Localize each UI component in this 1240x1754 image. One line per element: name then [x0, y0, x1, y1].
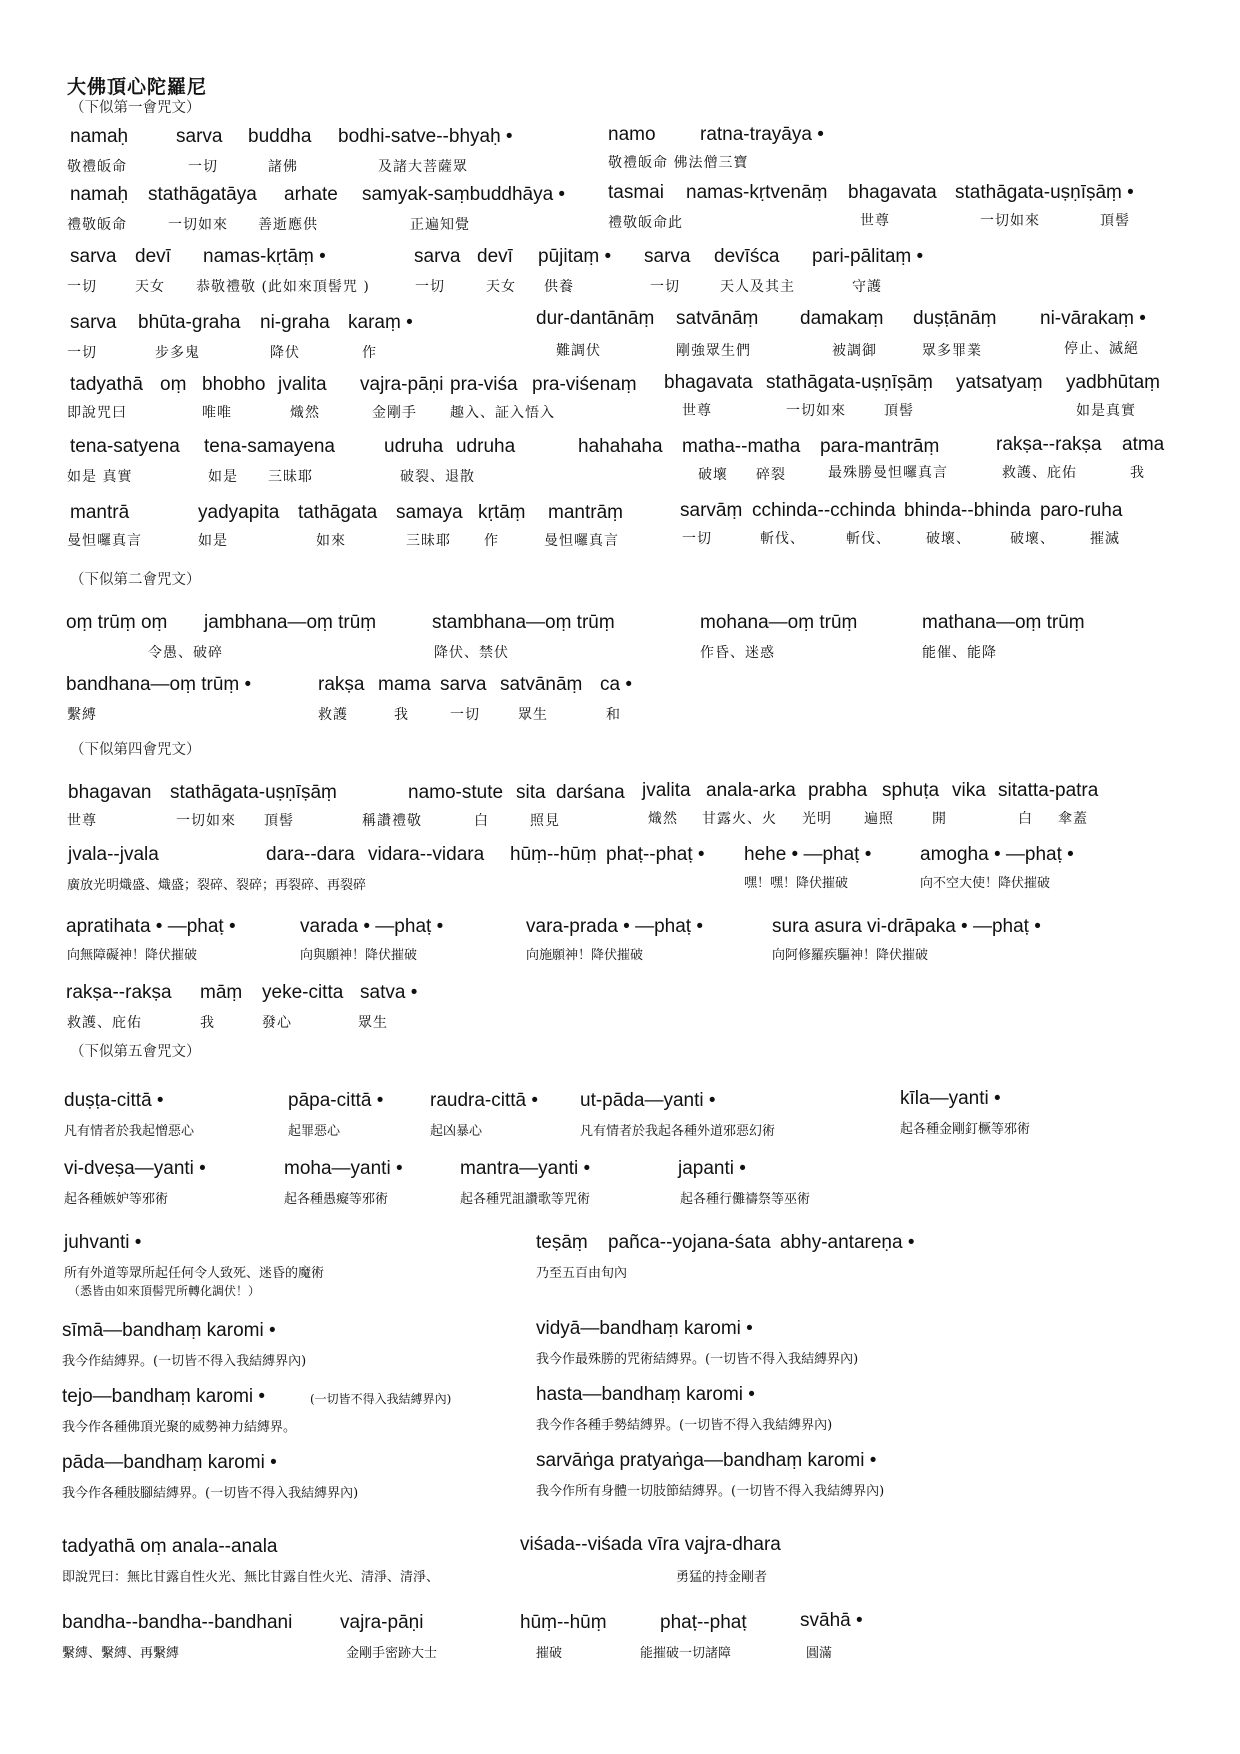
- sanskrit-word: pra-viśenaṃ: [532, 374, 637, 395]
- document-title: 大佛頂心陀羅尼: [67, 76, 208, 98]
- sanskrit-word: stathāgata-uṣṇīṣāṃ: [766, 372, 933, 393]
- sanskrit-word: rakṣa: [318, 674, 365, 695]
- bracket-note: (一切皆不得入我結縛界內): [310, 1392, 452, 1406]
- chinese-gloss: 熾然: [290, 405, 320, 421]
- chinese-gloss: 起各種嫉妒等邪術: [64, 1192, 169, 1207]
- sanskrit-word: ca •: [600, 674, 632, 695]
- chinese-gloss: 白: [1018, 811, 1033, 827]
- sanskrit-word: devī: [477, 246, 513, 267]
- chinese-gloss: 天人及其主: [720, 279, 795, 295]
- sanskrit-word: mohana—oṃ trūṃ: [700, 612, 858, 633]
- chinese-gloss: 及諸大菩薩眾: [378, 159, 468, 175]
- sanskrit-word: kṛtāṃ: [478, 502, 526, 523]
- sanskrit-word: bodhi-satve--bhyaḥ •: [338, 126, 513, 147]
- chinese-gloss: 我: [200, 1015, 215, 1031]
- sanskrit-word: sarvāṃ: [680, 500, 743, 521]
- sanskrit-word: pāpa-cittā •: [288, 1090, 384, 1111]
- chinese-gloss: 世尊: [67, 813, 97, 829]
- sanskrit-word: tena-samayena: [204, 436, 335, 457]
- section-heading-4: （下似第四會咒文）: [70, 742, 201, 758]
- sanskrit-word: tasmai: [608, 182, 664, 203]
- chinese-gloss: 恭敬禮敬 (此如來頂髻咒 ): [196, 279, 370, 295]
- sanskrit-word: pañca--yojana-śata: [608, 1232, 771, 1253]
- sanskrit-word: sarva: [176, 126, 223, 147]
- chinese-gloss: 世尊: [682, 403, 712, 419]
- chinese-gloss: 一切: [67, 345, 97, 361]
- chinese-gloss: 如是: [208, 469, 238, 485]
- sanskrit-word: buddha: [248, 126, 312, 147]
- chinese-gloss: 諸佛: [268, 159, 298, 175]
- chinese-gloss: 如是: [198, 533, 228, 549]
- sanskrit-word: phaṭ--phaṭ •: [606, 844, 705, 865]
- sanskrit-word: devīśca: [714, 246, 780, 267]
- sanskrit-word: karaṃ •: [348, 312, 413, 333]
- sanskrit-word: prabha: [808, 780, 868, 801]
- chinese-gloss: 向施願神！降伏摧破: [526, 948, 644, 963]
- sanskrit-word: dur-dantānāṃ: [536, 308, 655, 329]
- chinese-gloss: 最殊勝曼怛囉真言: [828, 465, 948, 481]
- sanskrit-word: sarva: [70, 312, 117, 333]
- chinese-gloss: 供養: [544, 279, 574, 295]
- chinese-gloss: 斬伐、: [846, 531, 891, 547]
- chinese-gloss: 停止、滅絕: [1064, 341, 1139, 357]
- sanskrit-word: vika: [952, 780, 986, 801]
- chinese-gloss: 開: [932, 811, 947, 827]
- chinese-gloss: 頂髻: [264, 813, 294, 829]
- sanskrit-word: yatsatyaṃ: [956, 372, 1043, 393]
- sanskrit-word: stathāgata-uṣṇīṣāṃ •: [955, 182, 1134, 203]
- sanskrit-word: viśada--viśada vīra vajra-dhara: [520, 1534, 781, 1555]
- sanskrit-word: vi-dveṣa—yanti •: [64, 1158, 206, 1179]
- sanskrit-word: māṃ: [200, 982, 243, 1003]
- sanskrit-word: tadyathā: [70, 374, 143, 395]
- sanskrit-word: sīmā—bandhaṃ karomi •: [62, 1320, 276, 1341]
- chinese-gloss: 起各種行儺禱祭等巫術: [680, 1192, 811, 1207]
- sanskrit-word: bhagavata: [848, 182, 937, 203]
- sanskrit-word: para-mantrāṃ: [820, 436, 940, 457]
- sanskrit-word: duṣṭānāṃ: [913, 308, 997, 329]
- chinese-gloss: 眾生: [518, 707, 548, 723]
- chinese-gloss: 破壞、: [926, 531, 971, 547]
- sanskrit-word: abhy-antareṇa •: [780, 1232, 915, 1253]
- chinese-gloss: 我今作各種肢腳結縛界。(一切皆不得入我結縛界內): [62, 1486, 359, 1501]
- chinese-gloss: 作: [484, 533, 499, 549]
- chinese-gloss: 起各種金剛釘橛等邪術: [900, 1122, 1031, 1137]
- chinese-gloss: 一切如來: [786, 403, 846, 419]
- chinese-gloss: 能催、能降: [922, 645, 997, 661]
- sanskrit-word: matha--matha: [682, 436, 801, 457]
- sanskrit-word: dara--dara: [266, 844, 355, 865]
- chinese-gloss: 一切: [67, 279, 97, 295]
- chinese-gloss: 一切: [650, 279, 680, 295]
- chinese-gloss: 頂髻: [1100, 213, 1130, 229]
- chinese-gloss: 碎裂: [756, 467, 786, 483]
- chinese-gloss: 凡有情者於我起各種外道邪惡幻術: [580, 1124, 776, 1139]
- chinese-gloss: 所有外道等眾所起任何令人致死、迷昏的魔術: [64, 1266, 325, 1281]
- sanskrit-word: bhagavan: [68, 782, 152, 803]
- sanskrit-word: bhagavata: [664, 372, 753, 393]
- sanskrit-word: rakṣa--rakṣa: [66, 982, 172, 1003]
- sanskrit-word: hūṃ--hūṃ: [510, 844, 597, 865]
- chinese-gloss: 起各種愚癡等邪術: [284, 1192, 389, 1207]
- chinese-gloss: 眾生: [358, 1015, 388, 1031]
- chinese-gloss: 曼怛囉真言: [67, 533, 142, 549]
- sanskrit-word: pari-pālitaṃ •: [812, 246, 924, 267]
- sanskrit-word: arhate: [284, 184, 338, 205]
- sanskrit-word: stathāgata-uṣṇīṣāṃ: [170, 782, 337, 803]
- chinese-gloss: 摧滅: [1090, 531, 1120, 547]
- chinese-gloss: 步多鬼: [155, 345, 200, 361]
- sanskrit-word: yeke-citta: [262, 982, 344, 1003]
- chinese-gloss: 嘿！嘿！降伏摧破: [744, 876, 849, 891]
- chinese-gloss: 圓滿: [806, 1646, 833, 1661]
- chinese-gloss: 繫縛、繫縛、再繫縛: [62, 1646, 180, 1661]
- sanskrit-word: tathāgata: [298, 502, 378, 523]
- chinese-gloss: 三昧耶: [406, 533, 451, 549]
- chinese-gloss: 我今作最殊勝的咒術結縛界。(一切皆不得入我結縛界內): [536, 1352, 859, 1367]
- sanskrit-word: hahahaha: [578, 436, 663, 457]
- sanskrit-word: oṃ trūṃ oṃ: [66, 612, 168, 633]
- chinese-gloss: 天女: [135, 279, 165, 295]
- sanskrit-word: namas-kṛtāṃ •: [203, 246, 326, 267]
- sanskrit-word: ratna-trayāya •: [700, 124, 824, 145]
- sanskrit-word: raudra-cittā •: [430, 1090, 539, 1111]
- sanskrit-word: mama: [378, 674, 431, 695]
- chinese-gloss: 勇猛的持金剛者: [676, 1570, 768, 1585]
- sanskrit-word: duṣṭa-cittā •: [64, 1090, 164, 1111]
- chinese-gloss: 我今作各種手勢結縛界。(一切皆不得入我結縛界內): [536, 1418, 833, 1433]
- chinese-gloss: 被調御: [832, 343, 877, 359]
- sanskrit-word: jvala--jvala: [68, 844, 159, 865]
- sanskrit-word: hūṃ--hūṃ: [520, 1612, 607, 1633]
- sanskrit-word: moha—yanti •: [284, 1158, 403, 1179]
- sanskrit-word: sita: [516, 782, 546, 803]
- sanskrit-word: atma: [1122, 434, 1165, 455]
- chinese-gloss: 眾多罪業: [922, 343, 982, 359]
- sanskrit-word: rakṣa--rakṣa: [996, 434, 1102, 455]
- chinese-gloss: 趣入、証入悟入: [450, 405, 555, 421]
- sanskrit-word: cchinda--cchinda: [752, 500, 896, 521]
- chinese-gloss: 我: [1130, 465, 1145, 481]
- section-heading-1: （下似第一會咒文）: [70, 100, 201, 116]
- chinese-gloss: 一切: [188, 159, 218, 175]
- chinese-gloss: 救護、庇佑: [1002, 465, 1077, 481]
- chinese-gloss: 救護: [318, 707, 348, 723]
- sanskrit-word: yadyapita: [198, 502, 280, 523]
- sanskrit-word: jvalita: [278, 374, 327, 395]
- sanskrit-word: oṃ: [160, 374, 187, 395]
- sanskrit-word: vidara--vidara: [368, 844, 485, 865]
- sanskrit-word: bhinda--bhinda: [904, 500, 1031, 521]
- chinese-gloss: 天女: [486, 279, 516, 295]
- sanskrit-word: sarva: [440, 674, 487, 695]
- chinese-gloss: 即說咒曰：無比甘露自性火光、無比甘露自性火光、清淨、清淨、: [62, 1570, 440, 1585]
- sanskrit-word: pra-viśa: [450, 374, 518, 395]
- chinese-gloss: 傘蓋: [1058, 811, 1088, 827]
- chinese-gloss: 我今作結縛界。(一切皆不得入我結縛界內): [62, 1354, 307, 1369]
- sanskrit-word: sarva: [414, 246, 461, 267]
- chinese-gloss: 金剛手密跡大士: [346, 1646, 438, 1661]
- sanskrit-word: satva •: [360, 982, 418, 1003]
- chinese-gloss: 和: [606, 707, 621, 723]
- chinese-gloss: 摧破: [536, 1646, 563, 1661]
- chinese-gloss: 白: [474, 813, 489, 829]
- chinese-gloss: 光明: [802, 811, 832, 827]
- chinese-gloss: 破壞、: [1010, 531, 1055, 547]
- sanskrit-word: bhobho: [202, 374, 266, 395]
- chinese-gloss: 如是真實: [1076, 403, 1136, 419]
- sanskrit-word: pāda—bandhaṃ karomi •: [62, 1452, 277, 1473]
- section-heading-5: （下似第五會咒文）: [70, 1044, 201, 1060]
- sanskrit-word: sarvāṅga pratyaṅga—bandhaṃ karomi •: [536, 1450, 877, 1471]
- chinese-gloss: 令愚、破碎: [148, 645, 223, 661]
- section-heading-2: （下似第二會咒文）: [70, 572, 201, 588]
- sanskrit-word: bandhana—oṃ trūṃ •: [66, 674, 252, 695]
- sanskrit-word: sphuṭa: [882, 780, 940, 801]
- sanskrit-word: satvānāṃ: [676, 308, 759, 329]
- chinese-gloss: 向不空大使！降伏摧破: [920, 876, 1051, 891]
- sanskrit-word: namas-kṛtvenāṃ: [686, 182, 828, 203]
- chinese-gloss: 起各種咒詛讚歌等咒術: [460, 1192, 591, 1207]
- sanskrit-word: amogha • —phaṭ •: [920, 844, 1074, 865]
- sanskrit-word: devī: [135, 246, 171, 267]
- sanskrit-word: pūjitaṃ •: [538, 246, 612, 267]
- sanskrit-word: sarva: [70, 246, 117, 267]
- chinese-gloss: 熾然: [648, 811, 678, 827]
- sanskrit-word: mantra—yanti •: [460, 1158, 591, 1179]
- chinese-gloss: 守護: [852, 279, 882, 295]
- sanskrit-word: vajra-pāṇi: [360, 374, 444, 395]
- chinese-gloss: 一切: [450, 707, 480, 723]
- sanskrit-word: namo: [608, 124, 656, 145]
- sanskrit-word: tejo—bandhaṃ karomi •: [62, 1386, 266, 1407]
- sanskrit-word: teṣāṃ: [536, 1232, 588, 1253]
- chinese-gloss: 我今作所有身體一切肢節結縛界。(一切皆不得入我結縛界內): [536, 1484, 885, 1499]
- sanskrit-word: anala-arka: [706, 780, 796, 801]
- chinese-gloss: 三昧耶: [268, 469, 313, 485]
- sanskrit-word: ni-vārakaṃ •: [1040, 308, 1146, 329]
- sanskrit-word: vajra-pāṇi: [340, 1612, 424, 1633]
- sanskrit-word: jvalita: [642, 780, 691, 801]
- chinese-gloss: 世尊: [860, 213, 890, 229]
- sanskrit-word: apratihata • —phaṭ •: [66, 916, 236, 937]
- chinese-gloss: 難調伏: [556, 343, 601, 359]
- chinese-gloss: 向阿修羅疾驅神！降伏摧破: [772, 948, 929, 963]
- chinese-gloss: 起罪惡心: [288, 1124, 341, 1139]
- chinese-gloss: 金剛手: [372, 405, 417, 421]
- chinese-gloss: 凡有情者於我起憎惡心: [64, 1124, 195, 1139]
- chinese-gloss: 唯唯: [202, 405, 232, 421]
- sanskrit-word: namaḥ: [70, 126, 129, 147]
- sanskrit-word: japanti •: [678, 1158, 746, 1179]
- chinese-gloss: 向無障礙神！降伏摧破: [67, 948, 198, 963]
- chinese-gloss: 禮敬皈命: [67, 217, 127, 233]
- sanskrit-word: namo-stute: [408, 782, 504, 803]
- chinese-gloss: 一切: [682, 531, 712, 547]
- chinese-gloss: 一切: [415, 279, 445, 295]
- chinese-gloss: 我今作各種佛頂光聚的威勢神力結縛界。: [62, 1420, 297, 1435]
- sanskrit-word: sura asura vi-drāpaka • —phaṭ •: [772, 916, 1041, 937]
- chinese-gloss: 曼怛囉真言: [544, 533, 619, 549]
- chinese-gloss: 照見: [530, 813, 560, 829]
- sanskrit-word: juhvanti •: [64, 1232, 142, 1253]
- sanskrit-word: samaya: [396, 502, 463, 523]
- chinese-gloss: 稱讚禮敬: [362, 813, 422, 829]
- sanskrit-word: jambhana—oṃ trūṃ: [204, 612, 377, 633]
- sanskrit-word: satvānāṃ: [500, 674, 583, 695]
- chinese-gloss: 敬禮皈命 佛法僧三寶: [608, 155, 749, 171]
- chinese-gloss: 破壞: [698, 467, 728, 483]
- sanskrit-word: udruha: [384, 436, 444, 457]
- sanskrit-word: hasta—bandhaṃ karomi •: [536, 1384, 755, 1405]
- chinese-gloss: 如是 真實: [67, 469, 133, 485]
- sanskrit-word: mantrā: [70, 502, 130, 523]
- sanskrit-word: vidyā—bandhaṃ karomi •: [536, 1318, 753, 1339]
- chinese-gloss: 向與願神！降伏摧破: [300, 948, 418, 963]
- sanskrit-word: namaḥ: [70, 184, 129, 205]
- sanskrit-word: vara-prada • —phaṭ •: [526, 916, 704, 937]
- sanskrit-word: udruha: [456, 436, 516, 457]
- sanskrit-word: yadbhūtaṃ: [1066, 372, 1161, 393]
- chinese-gloss: 降伏: [270, 345, 300, 361]
- chinese-gloss: 頂髻: [884, 403, 914, 419]
- sanskrit-word: stathāgatāya: [148, 184, 257, 205]
- sanskrit-word: phaṭ--phaṭ: [660, 1612, 747, 1633]
- chinese-gloss: 即說咒曰: [67, 405, 127, 421]
- sanskrit-word: ni-graha: [260, 312, 330, 333]
- sanskrit-word: stambhana—oṃ trūṃ: [432, 612, 615, 633]
- chinese-gloss: 正遍知覺: [410, 217, 470, 233]
- chinese-gloss: 一切如來: [168, 217, 228, 233]
- chinese-gloss: 作昏、迷惑: [700, 645, 775, 661]
- sanskrit-word: damakaṃ: [800, 308, 884, 329]
- chinese-gloss: 斬伐、: [760, 531, 805, 547]
- chinese-gloss: 降伏、禁伏: [434, 645, 509, 661]
- chinese-gloss: 禮敬皈命此: [608, 215, 683, 231]
- chinese-gloss: 救護、庇佑: [67, 1015, 142, 1031]
- chinese-gloss: 一切如來: [980, 213, 1040, 229]
- chinese-gloss: 一切如來: [176, 813, 236, 829]
- explanatory-note: （悉皆由如來頂髻咒所轉化調伏！）: [68, 1284, 261, 1298]
- chinese-gloss: 如來: [316, 533, 346, 549]
- sanskrit-word: paro-ruha: [1040, 500, 1123, 521]
- sanskrit-word: kīla—yanti •: [900, 1088, 1001, 1109]
- sanskrit-word: tena-satyena: [70, 436, 180, 457]
- sanskrit-word: svāhā •: [800, 1610, 863, 1631]
- sanskrit-word: bhūta-graha: [138, 312, 241, 333]
- sanskrit-word: samyak-saṃbuddhāya •: [362, 184, 566, 205]
- chinese-gloss: 我: [394, 707, 409, 723]
- chinese-gloss: 敬禮皈命: [67, 159, 127, 175]
- chinese-gloss: 起凶暴心: [430, 1124, 483, 1139]
- sanskrit-word: mathana—oṃ trūṃ: [922, 612, 1085, 633]
- chinese-gloss: 發心: [262, 1015, 292, 1031]
- chinese-gloss: 善逝應供: [258, 217, 318, 233]
- chinese-gloss: 作: [362, 345, 377, 361]
- chinese-gloss: 能摧破一切諸障: [640, 1646, 732, 1661]
- sanskrit-word: ut-pāda—yanti •: [580, 1090, 716, 1111]
- sanskrit-word: darśana: [556, 782, 625, 803]
- chinese-gloss: 破裂、退散: [400, 469, 475, 485]
- sanskrit-word: varada • —phaṭ •: [300, 916, 444, 937]
- chinese-gloss: 遍照: [864, 811, 894, 827]
- sanskrit-word: sarva: [644, 246, 691, 267]
- sanskrit-word: bandha--bandha--bandhani: [62, 1612, 293, 1633]
- sanskrit-word: hehe • —phaṭ •: [744, 844, 872, 865]
- sanskrit-word: tadyathā oṃ anala--anala: [62, 1536, 278, 1557]
- chinese-gloss: 廣放光明熾盛、熾盛；裂碎、裂碎；再裂碎、再裂碎: [67, 878, 367, 893]
- chinese-gloss: 繫縛: [67, 707, 97, 723]
- sanskrit-word: mantrāṃ: [548, 502, 623, 523]
- chinese-gloss: 甘露火、火: [702, 811, 777, 827]
- sanskrit-word: sitatta-patra: [998, 780, 1099, 801]
- chinese-gloss: 剛強眾生們: [676, 343, 751, 359]
- chinese-gloss: 乃至五百由旬內: [536, 1266, 628, 1281]
